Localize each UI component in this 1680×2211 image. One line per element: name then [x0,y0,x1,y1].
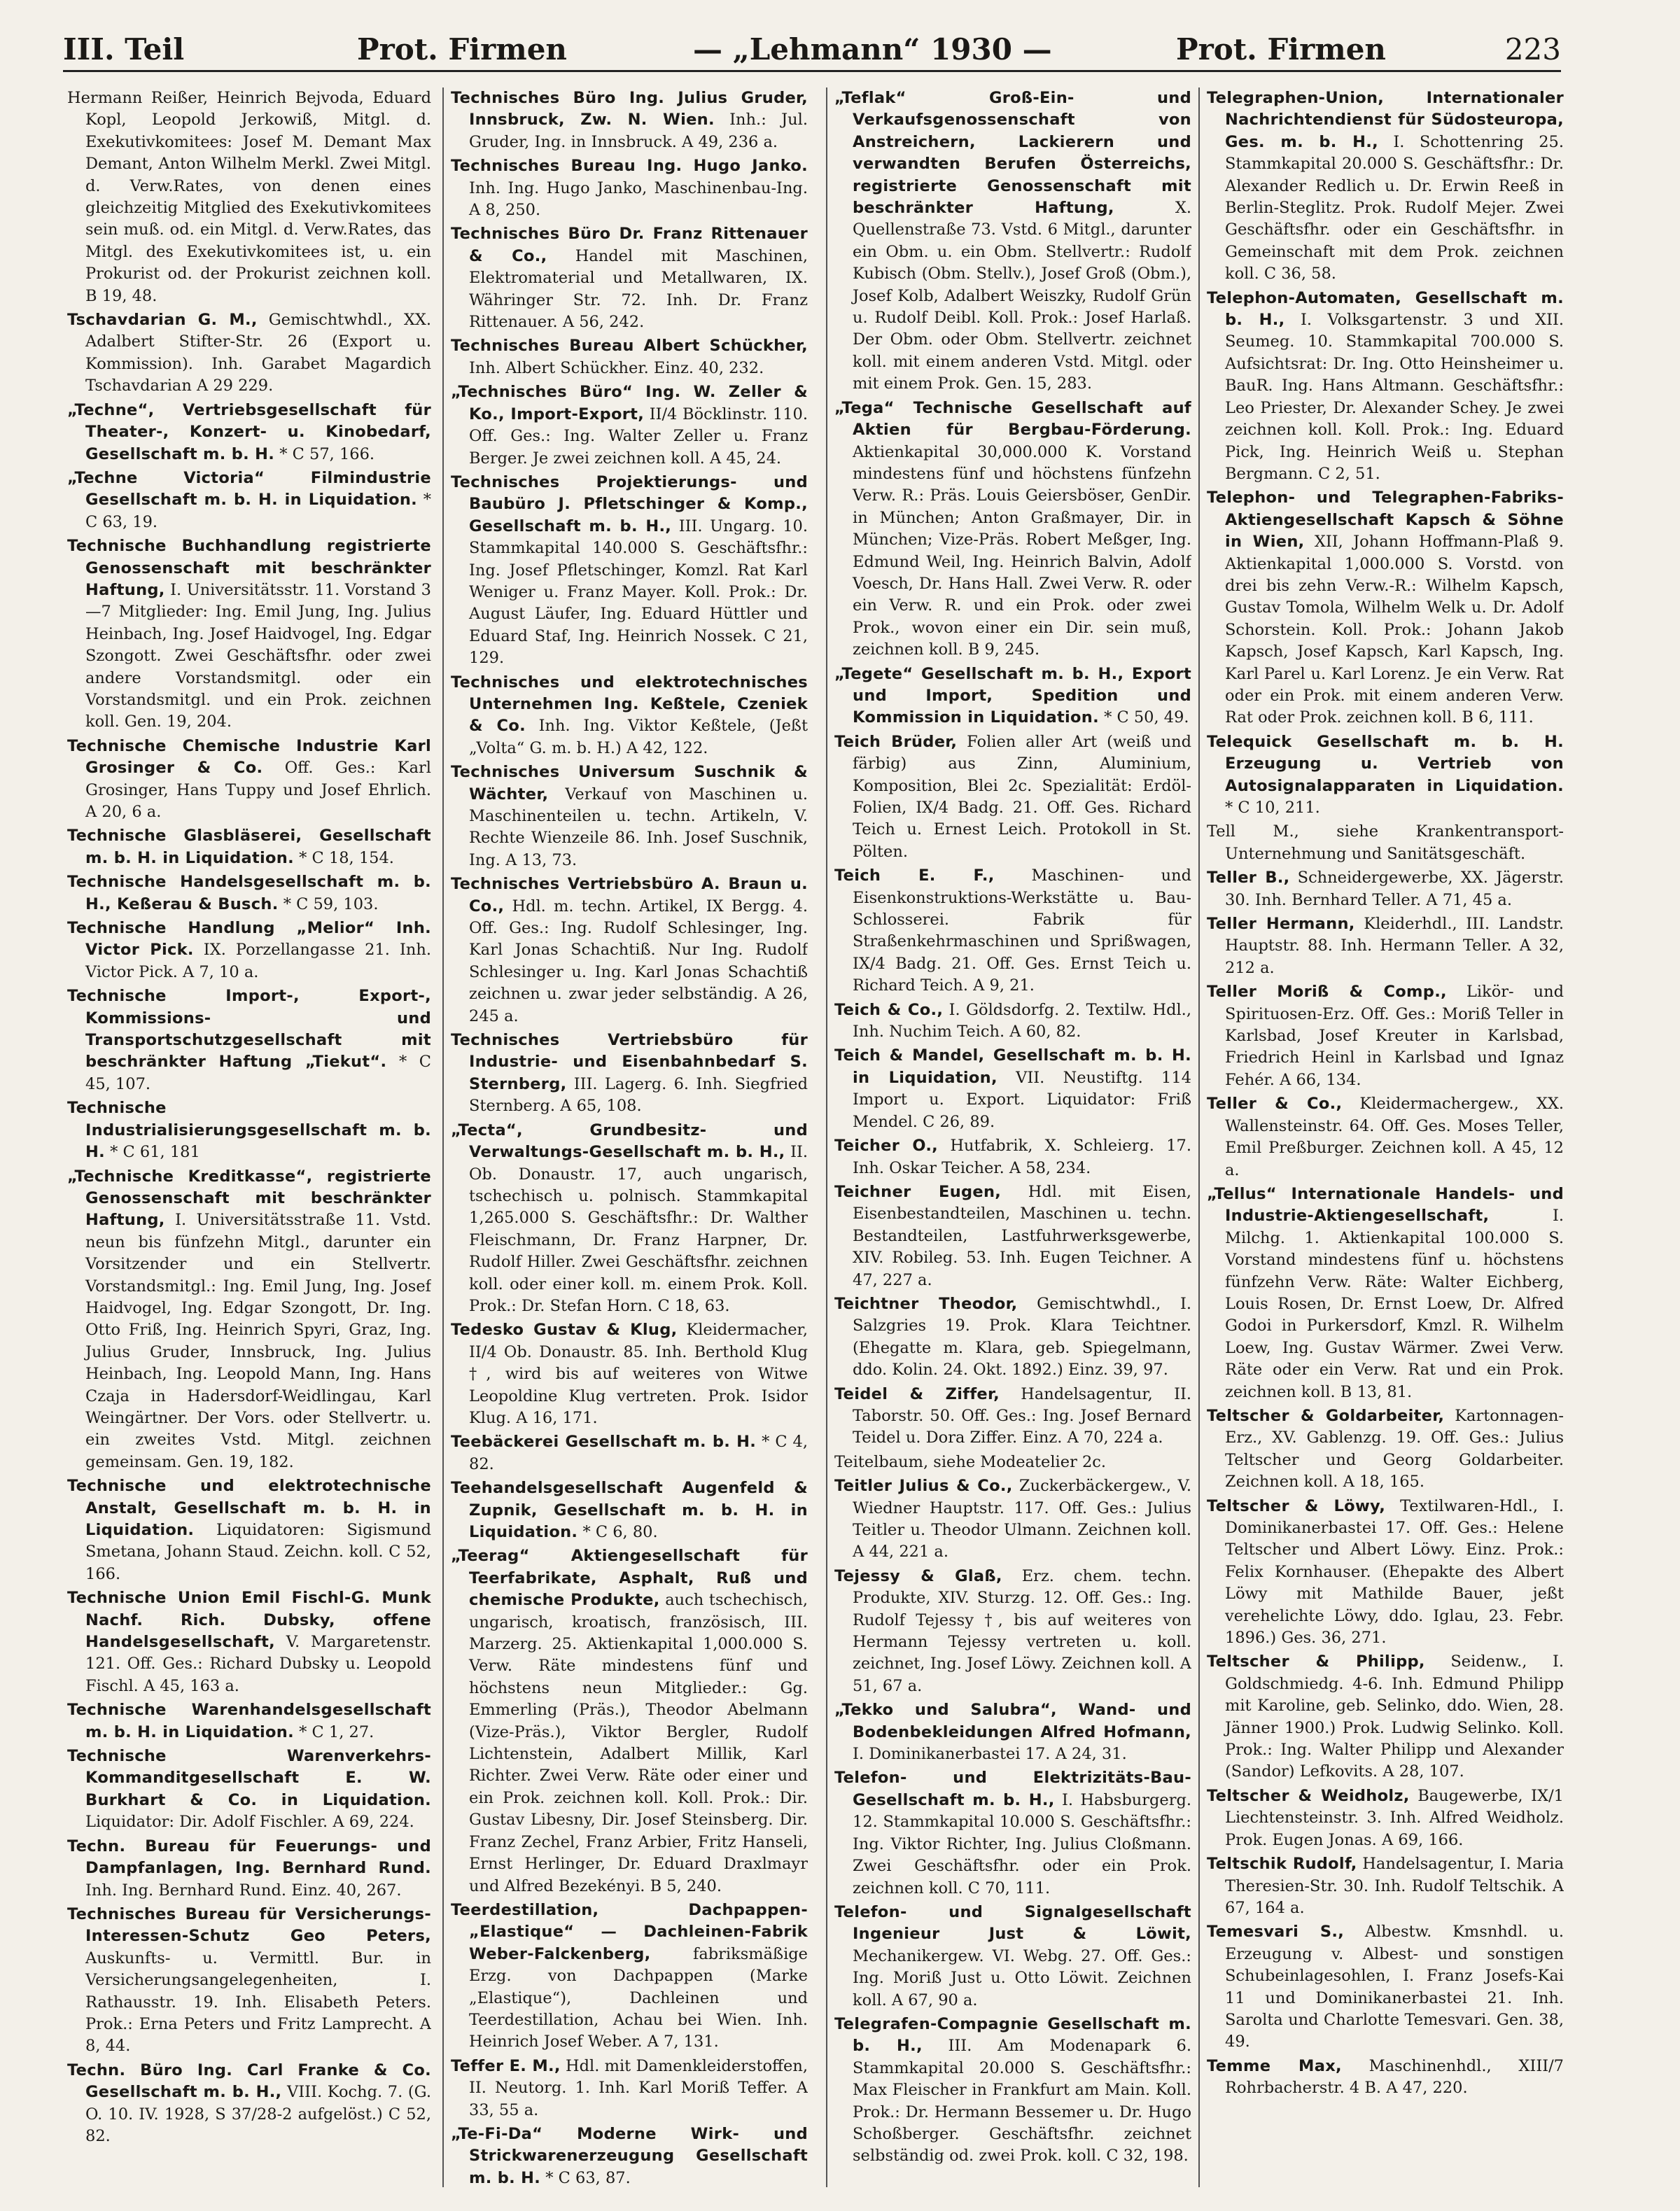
entry-text: Kleiderhdl., III. Landstr. Hauptstr. 88. Inh. Hermann Teller. A 32, 212 a. [1225,915,1564,977]
directory-entry [1207,1785,1564,1851]
firm-name: „Tekko und Salubra“, Wand- und Bodenbekleidungen Alfred Hofmann, [834,1701,1191,1741]
firm-name: Technische Union Emil Fischl-G. Munk Nachf. Rich. Dubsky, offene Handelsgesellschaft, [67,1589,431,1652]
directory-entry [451,1319,808,1429]
directory-entry [451,155,808,221]
entry-text: * C 63, 87. [545,2168,631,2187]
entry-text: I. Volksgartenstr. 3 und XII. Seumeg. 10. Stammkapital 700.000 S. Aufsichtsrat: Dr. Ing. Otto Heinsheimer u. BauR. Ing. Hans Altmann. Geschäftsfhr.: Leo Priester, Dr. Alexander Schey. Je zwei zeichnen koll. Koll. Prok.: Ing. Eduard Pick, Ing. Heinrich Weiß u. Stephan Bergmann. C 2, 51. [1225,311,1564,483]
directory-entry [834,1181,1191,1291]
entry-text: X. Quellenstraße 73. Vstd. 6 Mitgl., darunter ein Obm. u. ein Obm. Stellvertr.: Rudolf Kubisch (Obm. Stellv.), Josef Groß (Obm.), Josef Kolb, Adalbert Weiszky, Rudolf Grün u. Rudolf Deibl. Koll. Prok.: Josef Harlaß. Der Obm. oder Obm. Stellvertr. zeichnet koll. mit einem anderen Vstd. Mitgl. oder mit einem Prok. Gen. 15, 283. [853,199,1191,393]
directory-entry [67,87,431,307]
directory-entry [67,985,431,1095]
firm-name: Teich Brüder, [834,732,958,751]
directory-entry [67,2060,431,2148]
directory-entry [67,468,431,533]
entry-text: Seidenw., I. Goldschmiedg. 4-6. Inh. Edmund Philipp mit Karoline, geb. Selinko, ddo. Wien, 28. Jänner 1900.) Prok. Ludwig Selinko. Koll. Prok.: Ing. Walter Philipp und Alexander (Sandor) Lefkovits. A 28, 107. [1225,1652,1564,1781]
directory-entry [834,1699,1191,1765]
firm-name: Technische Buchhandlung registrierte Genossenschaft mit beschränkter Haftung, [67,537,431,599]
firm-name: Teller Moriß & Comp., [1207,983,1447,1002]
firm-name: Technisches Vertriebsbüro für Industrie- und Eisenbahnbedarf S. Sternberg, [451,1031,808,1093]
firm-name: „Techne“, Vertriebsgesellschaft für Theater-, Konzert- u. Kinobedarf, Gesellschaft m. b. H. [67,400,431,463]
entry-text: Mechanikergew. VI. Webg. 27. Off. Ges.: Ing. Moriß Just u. Otto Löwit. Zeichnen koll. A 67, 90 a. [853,1946,1191,2009]
firm-name: Technische Handelsgesellschaft m. b. H., Keßerau & Busch. [67,873,431,913]
firm-name: Teffer E. M., [451,2056,561,2075]
entry-text: Handelsagentur, II. Taborstr. 50. Off. Ges.: Ing. Josef Bernard Teidel u. Dora Ziffer. Einz. A 70, 224 a. [853,1384,1191,1447]
directory-entry [451,1431,808,1475]
entry-text: Kartonnagen-Erz., XV. Gablenzg. 19. Off. Ges.: Julius Teltscher und Georg Goldarbeiter. Zeichnen koll. A 18, 165. [1225,1406,1564,1491]
directory-entry [451,87,808,153]
entry-text: I. Göldsdorfg. 2. Textilw. Hdl., Inh. Nuchim Teich. A 60, 82. [853,1000,1191,1041]
firm-name: Technische Warenverkehrs-Kommanditgesellschaft E. W. Burkhart & Co. in Liquidation. [67,1747,431,1809]
directory-entry [67,1166,431,1474]
firm-name: Teltscher & Weidholz, [1207,1786,1410,1805]
directory-entry [834,1384,1191,1450]
firm-name: Teich E. F., [834,866,995,885]
directory-entry [1207,87,1564,286]
entry-text: Likör- und Spirituosen-Erz. Off. Ges.: Moriß Teller in Karlsbad, Josef Kreuter in Karlsbad, Friedrich Heinl in Karlsbad und Ignaz Fehér. A 66, 134. [1225,983,1564,1089]
entry-text: * C 50, 49. [1104,708,1189,727]
page-header [63,28,1561,72]
firm-name: Technische Industrialisierungsgesellschaft m. b. H. [67,1099,431,1162]
firm-name: Telefon- und Signalgesellschaft Ingenieur Just & Löwit, [834,1902,1191,1944]
directory-entry [1207,867,1564,911]
directory-entry [67,1836,431,1902]
directory-entry [1207,731,1564,820]
entry-text: Hdl. m. techn. Artikel, IX Bergg. 4. Off. Ges.: Ing. Rudolf Schlesinger, Ing. Karl Jonas Schachtiß. Nur Ing. Rudolf Schlesinger u. Ing. Karl Jonas Schachtiß zeichnen u. zwar jeder selbständig. A 26, 245 a. [469,897,808,1025]
directory-entry [67,1904,431,2058]
entry-text: II. Ob. Donaustr. 17, auch ungarisch, tschechisch u. polnisch. Stammkapital 1,265.000 S. Geschäftsfhr.: Dr. Walther Fleischmann, Dr. Franz Harpner, Dr. Rudolf Hiller. Zwei Geschäftsfhr. zeichnen koll. oder einer koll. m. einem Prok. Koll. Prok.: Dr. Stefan Horn. C 18, 63. [469,1143,808,1315]
directory-entry [1207,288,1564,486]
directory-entry [834,398,1191,661]
firm-name: Technisches Büro Dr. Franz Rittenauer & Co., [451,225,808,265]
entry-text: V. Margaretenstr. 121. Off. Ges.: Richard Dubsky u. Leopold Fischl. A 45, 163 a. [85,1633,431,1695]
directory-entry [1207,1405,1564,1494]
firm-name: Teltschik Rudolf, [1207,1855,1357,1874]
directory-entry [834,1135,1191,1179]
firm-name: „Teerag“ Aktiengesellschaft für Teerfabrikate, Asphalt, Ruß und chemische Produkte, [451,1547,808,1610]
firm-name: Temesvari S., [1207,1923,1345,1942]
firm-name: Technisches Büro Ing. Julius Gruder, Innsbruck, Zw. N. Wien. [451,89,808,129]
directory-entry [451,2056,808,2121]
entry-text: III. Ungarg. 10. Stammkapital 140.000 S. Geschäftsfhr.: Ing. Josef Pfletschinger, Komzl. Rat Karl Weniger u. Franz Mayer. Koll. Prok.: Dr. August Läufer, Ing. Eduard Hüttler und Eduard Staf, Ing. Heinrich Nossek. C 21, 129. [469,517,808,668]
page-number: 223 [1504,32,1561,66]
entry-text: II/4 Böcklinstr. 110. Off. Ges.: Ing. Walter Zeller u. Franz Berger. Je zwei zeichnen koll. A 45, 24. [469,405,808,468]
entry-text: I. Universitätsstraße 11. Vstd. neun bis fünfzehn Mitgl., darunter ein Vorsitzender und ein Stellvertr. Vorstandsmitgl.: Ing. Emil Jung, Ing. Josef Haidvogel, Ing. Edgar Szongott, Dr. Ing. Otto Friß, Ing. Heinrich Spyri, Graz, Ing. Julius Gruder, Innsbruck, Ing. Julius Heinbach, Ing. Leopold Mann, Ing. Hans Czaja in Hadersdorf-Weidlingau, Karl Weingärtner. Der Vors. oder Stellvertr. u. ein zweites Vstd. Mitgl. zeichnen gemeinsam. Gen. 19, 182. [85,1211,431,1471]
entry-text: Teitelbaum, siehe Modeatelier 2c. [834,1452,1107,1471]
entry-text: Kleidermachergew., XX. Wallensteinstr. 64. Off. Ges. Moses Teller, Emil Preßburger. Zeichnen koll. A 45, 12 a. [1225,1095,1564,1179]
entry-text: XII, Johann Hoffmann-Plaß 9. Aktienkapital 1,000.000 S. Vorstd. von drei bis zehn Verw.-R.: Wilhelm Kapsch, Gustav Tomola, Wilhelm Welk u. Dr. Adolf Schorstein. Koll. Prok.: Johann Jakob Kapsch, Josef Kapsch, Karl Kapsch, Ing. Karl Parel u. Karl Lorenz. Je ein Verw. Rat oder ein Prok. mit einem anderen Verw. Rat oder Prok. zeichnen koll. B 6, 111. [1225,533,1564,727]
entry-text: Handel mit Maschinen, Elektromaterial und Metallwaren, IX. Währinger Str. 72. Inh. Dr. Franz Rittenauer. A 56, 242. [469,246,808,332]
firm-name: Telephon- und Telegraphen-Fabriks-Aktiengesellschaft Kapsch & Söhne in Wien, [1207,489,1564,552]
directory-entry [67,1475,431,1585]
entry-text: Maschinen- und Eisenkonstruktions-Werkstätte u. Bau-Schlosserei. Fabrik für Straßenkehrmaschinen und Sprißwagen, IX/4 Badg. 21. Off. Ges. Ernst Teich u. Richard Teich. A 9, 21. [853,866,1191,995]
firm-name: Telephon-Automaten, Gesellschaft m. b. H., [1207,288,1564,330]
entry-text: Kleidermacher, II/4 Ob. Donaustr. 85. Inh. Berthold Klug †, wird bis auf weiteres von Witwe Leopoldine Klug vertreten. Prok. Isidor Klug. A 16, 171. [469,1321,808,1427]
directory-entry [67,1699,431,1743]
firm-name: Teitler Julius & Co., [834,1477,1013,1496]
entry-text: * C 6, 80. [582,1523,658,1541]
entry-text: Gemischtwhdl., XX. Adalbert Stifter-Str. 26 (Export u. Kommission). Inh. Garabet Magardich Tschavdarian A 29 229. [85,311,431,395]
firm-name: „Techne Victoria“ Filmindustrie Gesellschaft m. b. H. in Liquidation. [67,468,431,510]
entry-text: III. Am Modenapark 6. Stammkapital 20.000 S. Geschäftsfhr.: Max Fleischer in Frankfurt am Main. Koll. Prok.: Dr. Hermann Bessemer u. Dr. Hugo Schoßberger. Geschäftsfhr. zeichnet selbständig od. zwei Prok. koll. C 32, 198. [853,2037,1191,2166]
firm-name: „Technisches Büro“ Ing. W. Zeller & Ko., Import-Export, [451,383,808,423]
directory-entry [834,2014,1191,2168]
entry-text: Handelsagentur, I. Maria Theresien-Str. 30. Inh. Rudolf Teltschik. A 67, 164 a. [1225,1855,1564,1917]
entry-text: Liquidator: Dir. Adolf Fischler. A 69, 224. [85,1813,414,1832]
section-title-right: Prot. Firmen [1176,32,1386,66]
directory-entry [451,761,808,871]
firm-name: Teicher O., [834,1137,939,1156]
entry-text: * C 45, 107. [85,1053,431,1093]
part-label: III. Teil [63,32,185,66]
entry-text: Tell M., siehe Krankentransport-Unternehmung und Sanitätsgeschäft. [1207,822,1564,863]
directory-entry [1207,1921,1564,2053]
firm-name: Tschavdarian G. M., [67,311,258,330]
entry-text: auch tschechisch, ungarisch, kroatisch, französisch, III. Marzerg. 25. Aktienkapital 1,000.000 S. Verw. Räte mindestens fünf und höchstens neun Mitglieder.: Gg. Emmerling (Präs.), Theodor Abelmann (Vize-Präs.), Viktor Bergler, Rudolf Lichtenstein, Adalbert Millik, Karl Richter. Zwei Verw. Räte oder einer und ein Prok. zeichnen koll. Koll. Prok.: Dir. Gustav Libesny, Dir. Josef Steinsberg. Dir. Franz Zechel, Franz Arbier, Fritz Hanseli, Ernst Herlinger, Dr. Eduard Draxlmayr und Alfred Bezekényi. B 5, 240. [469,1591,808,1895]
entry-text: * C 10, 211. [1225,799,1320,817]
firm-name: Technische Import-, Export-, Kommissions- und Transportschutzgesellschaft mit beschränkter Haftung „Tiekut“. [67,987,431,1072]
directory-entry [67,918,431,983]
entry-text: Inh. Ing. Bernhard Rund. Einz. 40, 267. [85,1881,402,1900]
firm-name: Techn. Bureau für Feuerungs- und Dampfanlagen, Ing. Bernhard Rund. [67,1837,431,1878]
entry-text: I. Milchg. 1. Aktienkapital 100.000 S. Vorstand mindestens fünf u. höchstens fünfzehn Verw. Räte: Walter Eichberg, Louis Rosen, Dr. Ernst Loew, Dr. Alfred Godoi in Purkersdorf, Kmzl. R. Wilhelm Loew, Ing. Gustav Wärmer. Zwei Verw. Räte oder ein Verw. Rat und ein Prok. zeichnen koll. B 13, 81. [1225,1207,1564,1401]
entry-text: VII. Neustiftg. 114 Import u. Export. Liquidator: Friß Mendel. C 26, 89. [853,1068,1191,1131]
directory-entry [1207,821,1564,865]
firm-name: Teichtner Theodor, [834,1294,1018,1313]
directory-entry [1207,1651,1564,1783]
directory-entry [451,335,808,379]
entry-text: Hdl. mit Damenkleiderstoffen, II. Neutorg. 1. Inh. Karl Moriß Teffer. A 33, 55 a. [469,2056,808,2119]
firm-name: Technisches Vertriebsbüro A. Braun u. Co., [451,875,808,915]
column-3 [826,87,1191,2187]
firm-name: Teidel & Ziffer, [834,1384,1000,1403]
directory-entry [834,731,1191,863]
directory-entry [834,664,1191,729]
entry-text: Inh.: Jul. Gruder, Ing. in Innsbruck. A 49, 236 a. [469,111,808,151]
firm-name: Teller & Co., [1207,1095,1343,1114]
entry-text: IX. Porzellangasse 21. Inh. Victor Pick. A 7, 10 a. [85,941,431,981]
directory-entry [67,736,431,824]
firm-name: „Te-Fi-Da“ Moderne Wirk- und Strickwarenerzeugung Gesellschaft m. b. H. [451,2124,808,2187]
directory-entry [67,1587,431,1697]
directory-entry [834,1902,1191,2012]
directory-entry [67,400,431,465]
firm-name: Techn. Büro Ing. Carl Franke & Co. Gesellschaft m. b. H., [67,2061,431,2102]
firm-name: Teerdestillation, Dachpappen- „Elastique“ — Dachleinen-Fabrik Weber-Falckenberg, [451,1900,808,1963]
firm-name: Technische Chemische Industrie Karl Grosinger & Co. [67,736,431,778]
directory-entry [451,472,808,670]
entry-text: Hermann Reißer, Heinrich Bejvoda, Eduard Kopl, Leopold Jerkowiß, Mitgl. d. Exekutivkomitees: Josef M. Demant Max Demant, Anton Wilhelm Merkl. Zwei Mitgl. d. Verw.Rates, von denen eines gleichzeitig Mitglied des Exekutivkomitees sein muß. od. ein Mitgl. d. Verw.Rates, das Mitgl. des Exekutivkomitees ist, u. ein Prokurist od. der Prokurist zeichnen koll. B 19, 48. [67,89,431,305]
directory-entry [451,223,808,333]
firm-name: Telegraphen-Union, Internationaler Nachrichtendienst für Südosteuropa, Ges. m. b. H., [1207,89,1564,151]
directory-entry [834,1767,1191,1899]
firm-name: Teichner Eugen, [834,1182,1002,1201]
firm-name: Technisches Bureau Ing. Hugo Janko. [451,157,808,176]
entry-text: I. Dominikanerbastei 17. A 24, 31. [853,1745,1127,1764]
directory-entry [834,1475,1191,1564]
firm-name: Technisches Bureau Albert Schückher, [451,337,808,356]
firm-name: Technisches Universum Suschnik & Wächter, [451,763,808,803]
entry-text: * C 59, 103. [283,894,379,913]
directory-entry [451,873,808,1027]
entry-text: I. Universitätsstr. 11. Vorstand 3—7 Mitglieder: Ing. Emil Jung, Ing. Julius Heinbach, Ing. Josef Haidvogel, Ing. Edgar Szongott. Zwei Geschäftsfhr. oder zwei andere Vorstandsmitgl. oder ein Vorstandsmitgl. und ein Prok. zeichnen koll. Gen. 19, 204. [85,580,431,731]
entry-text: III. Lagerg. 6. Inh. Siegfried Sternberg. A 65, 108. [469,1074,808,1116]
firm-name: Technische Glasbläserei, Gesellschaft m. b. H. in Liquidation. [67,827,431,867]
directory-entry [451,381,808,470]
directory-entry [1207,2056,1564,2100]
entry-text: Gemischtwhdl., I. Salzgries 19. Prok. Klara Teichtner. (Ehegatte m. Klara, geb. Spiegelmann, ddo. Kolin. 24. Okt. 1892.) Einz. 39, 97. [853,1294,1191,1380]
entry-text: I. Schottenring 25. Stammkapital 20.000 S. Geschäftsfhr.: Dr. Alexander Redlich u. Dr. Erwin Reeß in Berlin-Steglitz. Prok. Rudolf Mejer. Zwei Geschäftsfhr. oder ein Geschäftsfhr. in Gemeinschaft mit dem Prok. zeichnen koll. C 36, 58. [1225,132,1564,283]
entry-text: Schneidergewerbe, XX. Jägerstr. 30. Inh. Bernhard Teller. A 71, 45 a. [1225,869,1564,909]
entry-text: * C 61, 181 [110,1143,200,1162]
column-2 [442,87,808,2187]
entry-text: I. Habsburgerg. 12. Stammkapital 10.000 S. Geschäftsfhr.: Ing. Viktor Richter, Ing. Julius Cloßmann. Zwei Geschäftsfhr. oder ein Prok. zeichnen koll. C 70, 111. [853,1790,1191,1897]
firm-name: „Tellus“ Internationale Handels- und Industrie-Aktiengesellschaft, [1207,1184,1564,1226]
entry-text: Inh. Ing. Viktor Keßtele, (Jeßt „Volta“ G. m. b. H.) A 42, 122. [469,717,808,757]
firm-name: Teltscher & Philipp, [1207,1652,1425,1671]
directory-entry [451,1545,808,1897]
directory-entry [834,1293,1191,1382]
directory-entry [834,999,1191,1044]
firm-name: Telegrafen-Compagnie Gesellschaft m. b. H., [834,2014,1191,2056]
firm-name: „Tega“ Technische Gesellschaft auf Aktien für Bergbau-Förderung. [834,398,1191,440]
column-4 [1198,87,1564,2187]
entry-text: * C 1, 27. [299,1722,374,1741]
firm-name: Teich & Mandel, Gesellschaft m. b. H. in Liquidation, [834,1046,1191,1087]
firm-name: „Technische Kreditkasse“, registrierte Genossenschaft mit beschränkter Haftung, [67,1167,431,1230]
entry-text: * C 57, 166. [279,444,375,463]
firm-name: Teehandelsgesellschaft Augenfeld & Zupnik, Gesellschaft m. b. H. in Liquidation. [451,1479,808,1541]
firm-name: „Tegete“ Gesellschaft m. b. H., Export und Import, Spedition und Kommission in Liquidation. [834,664,1191,727]
entry-text: VIII. Kochg. 7. (G. O. 10. IV. 1928, S 37/28-2 aufgelöst.) C 52, 82. [85,2083,431,2145]
entry-text: * C 63, 19. [85,491,431,531]
entry-text: Aktienkapital 30,000.000 K. Vorstand mindestens fünf und höchstens fünfzehn Verw. R.: Präs. Louis Geiersböser, GenDir. in München; Anton Graßmayer, Dir. in München; Vize-Präs. Robert Meßger, Ing. Edmund Weil, Ing. Heinrich Balvin, Adolf Voesch, Dr. Hans Hall. Zwei Verw. R. oder ein Verw. R. und ein Prok. oder zwei Prok., wovon einer ein Dir. sein muß, zeichnen koll. B 9, 245. [853,442,1191,659]
directory-entry [1207,981,1564,1091]
entry-text: Off. Ges.: Karl Grosinger, Hans Tuppy und Josef Ehrlich. A 20, 6 a. [85,759,431,821]
directory-entry [451,1477,808,1543]
directory-entry [451,1120,808,1318]
directory-entry [1207,1853,1564,1919]
firm-name: Teller B., [1207,869,1290,887]
entry-text: Inh. Ing. Hugo Janko, Maschinenbau-Ing. A 8, 250. [469,178,808,220]
directory-entry [1207,487,1564,729]
directory-entry [67,1097,431,1163]
entry-text: Hdl. mit Eisen, Eisenbestandteilen, Maschinen u. techn. Bestandteilen, Lastfuhrwerksgewerbe, XIV. Robileg. 53. Inh. Eugen Teichner. A 47, 227 a. [853,1182,1191,1289]
firm-name: Technisches Projektierungs- und Baubüro J. Pfletschinger & Komp., Gesellschaft m. b. H., [451,472,808,535]
directory-entry [1207,1496,1564,1650]
directory-entry [67,1746,431,1834]
firm-name: Temme Max, [1207,2056,1342,2075]
firm-name: Teller Hermann, [1207,915,1355,934]
directory-entry [1207,1093,1564,1181]
directory-entry [67,309,431,398]
firm-name: Tedesko Gustav & Klug, [451,1321,678,1340]
firm-name: Technische Handlung „Melior“ Inh. Victor Pick. [67,919,431,960]
firm-name: Teltscher & Löwy, [1207,1496,1386,1515]
entry-text: Erz. chem. techn. Produkte, XIV. Sturzg. 12. Off. Ges.: Ing. Rudolf Tejessy †, bis auf weiteres von Hermann Tejessy vertreten u. koll. zeichnet, Ing. Josef Löwy. Zeichnen koll. A 51, 67 a. [853,1566,1191,1695]
firm-name: Technische und elektrotechnische Anstalt, Gesellschaft m. b. H. in Liquidation. [67,1477,431,1539]
directory-entry [834,1045,1191,1133]
directory-entry [1207,1184,1564,1403]
entry-text: Auskunfts- u. Vermittl. Bur. in Versicherungsangelegenheiten, I. Rathausstr. 19. Inh. Elisabeth Peters. Prok.: Erna Peters und Fritz Lamprecht. A 8, 44. [85,1949,431,2056]
entry-text: Maschinenhdl., XIII/7 Rohrbacherstr. 4 B. A 47, 220. [1225,2056,1564,2098]
entry-text: * C 4, 82. [469,1433,808,1473]
directory-entry [834,1566,1191,1697]
firm-name: „Teflak“ Groß-Ein- und Verkaufsgenossenschaft von Anstreichern, Lackierern und verwandten Berufen Österreichs, registrierte Genossenschaft mit beschränkter Haftung, [834,89,1191,218]
firm-name: Telequick Gesellschaft m. b. H. Erzeugung u. Vertrieb von Autosignalapparaten in Liquidation. [1207,732,1564,795]
entry-text: Liquidatoren: Sigismund Smetana, Johann Staud. Zeichn. koll. C 52, 166. [85,1521,431,1583]
entry-text: * C 18, 154. [299,848,394,867]
directory-entry [834,87,1191,395]
entry-text: Hutfabrik, X. Schleierg. 17. Inh. Oskar Teicher. A 58, 234. [853,1137,1191,1177]
entry-text: Albestw. Kmsnhdl. u. Erzeugung v. Albest- und sonstigen Schubeinlagesohlen, I. Franz Josefs-Kai 11 und Dominikanerbastei 21. Inh. Sarolta und Charlotte Temesvari. Gen. 38, 49. [1225,1923,1564,2051]
firm-name: Technische Warenhandelsgesellschaft m. b. H. in Liquidation. [67,1701,431,1741]
directory-entry [67,535,431,734]
firm-name: Teich & Co., [834,1000,944,1019]
section-title-left: Prot. Firmen [357,32,567,66]
directory-entry [451,1030,808,1118]
entry-text: Folien aller Art (weiß und färbig) aus Zinn, Aluminium, Komposition, Blei 2c. Spezialität: Erdöl-Folien, IX/4 Badg. 21. Off. Ges. Richard Teich u. Ernest Leich. Protokoll in St. Pölten. [853,732,1191,861]
firm-name: Technisches Bureau für Versicherungs-Interessen-Schutz Geo Peters, [67,1904,431,1946]
directory-entry [1207,913,1564,979]
directory-entry [834,865,1191,997]
column-1 [67,87,431,2187]
firm-name: Telefon- und Elektrizitäts-Bau-Gesellschaft m. b. H., [834,1769,1191,1809]
entry-text: Verkauf von Maschinen u. Maschinenteilen u. techn. Artikeln, V. Rechte Wienzeile 86. Inh. Josef Suschnik, Ing. A 13, 73. [469,785,808,869]
directory-entry [451,672,808,760]
entry-text: fabriksmäßige Erzg. von Dachpappen (Marke „Elastique“), Dachleinen und Teerdestillation, Achau bei Wien. Inh. Heinrich Josef Weber. A 7, 131. [469,1944,808,2051]
directory-entry [834,1452,1191,1473]
firm-name: Teebäckerei Gesellschaft m. b. H. [451,1433,757,1452]
firm-name: Teltscher & Goldarbeiter, [1207,1406,1445,1425]
firm-name: Tejessy & Glaß, [834,1566,1002,1585]
firm-name: „Tecta“, Grundbesitz- und Verwaltungs-Gesellschaft m. b. H., [451,1121,808,1162]
entry-text: Textilwaren-Hdl., I. Dominikanerbastei 17. Off. Ges.: Helene Teltscher und Albert Löwy. Einz. Prok.: Felix Kornhauser. (Ehepakte des Albert Löwy mit Mathilde Bauer, jeßt verehelichte Löwy, ddo. Iglau, 23. Febr. 1896.) Ges. 36, 271. [1225,1496,1564,1648]
directory-entry [451,1900,808,2054]
directory-entry [451,2124,808,2187]
entry-text: Inh. Albert Schückher. Einz. 40, 232. [469,358,764,377]
entry-text: Zuckerbäckergew., V. Wiedner Hauptstr. 117. Off. Ges.: Julius Teitler u. Theodor Ulmann. Zeichnen koll. A 44, 221 a. [853,1477,1191,1561]
directory-entry [67,871,431,915]
firm-name: Technisches und elektrotechnisches Unternehmen Ing. Keßtele, Czeniek & Co. [451,673,808,736]
entry-text: Baugewerbe, IX/1 Liechtensteinstr. 3. Inh. Alfred Weidholz. Prok. Eugen Jonas. A 69, 166. [1225,1786,1564,1849]
publication-title: — „Lehmann“ 1930 — [693,32,1052,66]
directory-entry [67,825,431,869]
